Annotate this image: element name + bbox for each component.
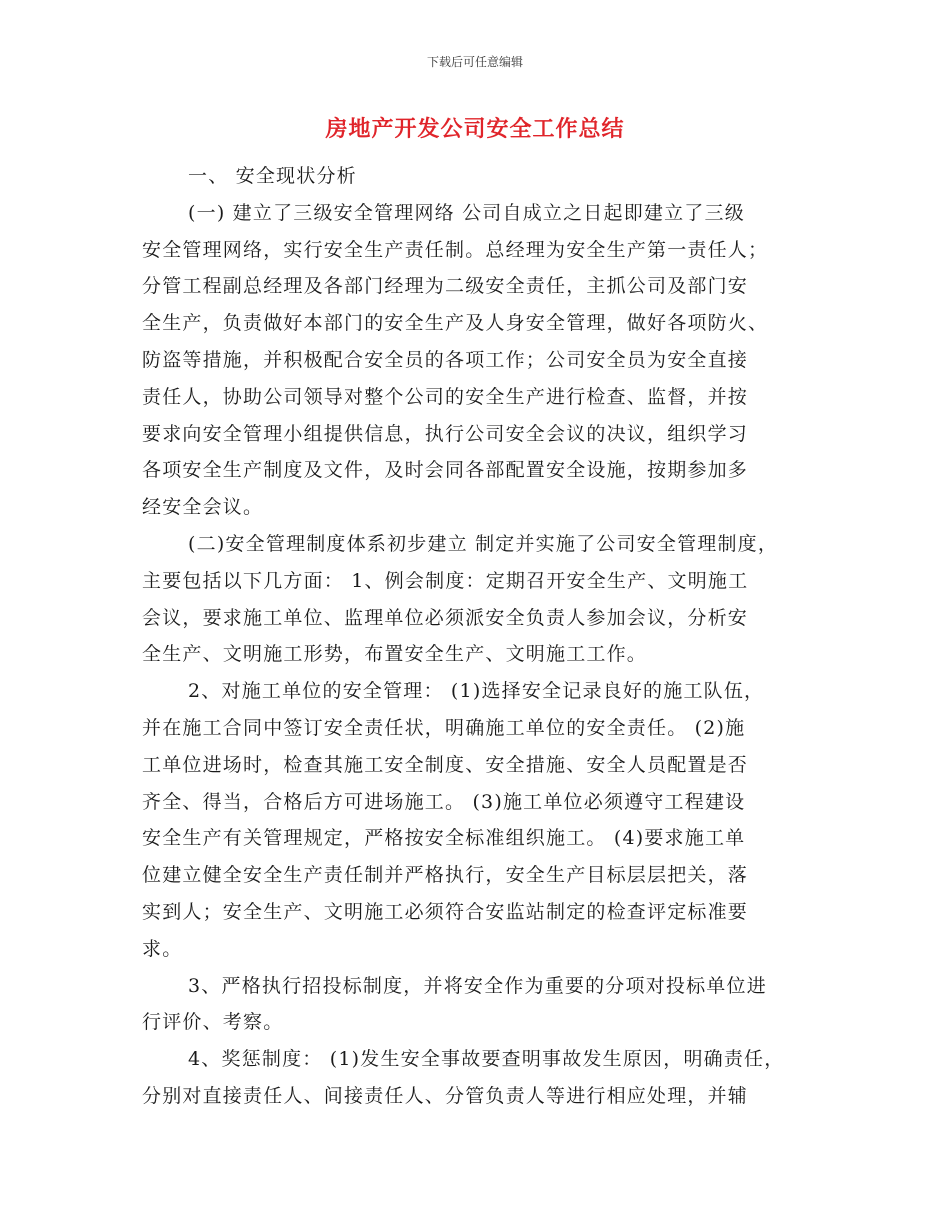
text-line: 并在施工合同中签订安全责任状，明确施工单位的安全责任。 (2)施 bbox=[142, 716, 746, 739]
text-line: 责任人，协助公司领导对整个公司的安全生产进行检查、监督，并按 bbox=[142, 385, 749, 408]
text-line: 经安全会议。 bbox=[142, 496, 264, 519]
text-line: (二)安全管理制度体系初步建立 制定并实施了公司安全管理制度， bbox=[188, 532, 779, 555]
text-line: 安全生产有关管理规定，严格按安全标准组织施工。 (4)要求施工单 bbox=[142, 827, 746, 850]
text-line: 分管工程副总经理及各部门经理为二级安全责任，主抓公司及部门安 bbox=[142, 275, 749, 298]
text-line: 工单位进场时，检查其施工安全制度、安全措施、安全人员配置是否 bbox=[142, 753, 749, 776]
text-line: 全生产、文明施工形势，布置安全生产、文明施工工作。 bbox=[142, 643, 648, 666]
text-line: 防盗等措施，并积极配合安全员的各项工作；公司安全员为安全直接 bbox=[142, 348, 749, 371]
text-line: 齐全、得当，合格后方可进场施工。 (3)施工单位必须遵守工程建设 bbox=[142, 790, 746, 813]
text-line: 4、奖惩制度： (1)发生安全事故要查明事故发生原因，明确责任， bbox=[188, 1048, 785, 1071]
text-line: 实到人；安全生产、文明施工必须符合安监站制定的检查评定标准要 bbox=[142, 900, 749, 923]
text-line: 一、 安全现状分析 bbox=[188, 165, 357, 187]
text-line: 3、严格执行招投标制度，并将安全作为重要的分项对投标单位进 bbox=[188, 974, 767, 997]
text-line: 求。 bbox=[142, 937, 183, 960]
text-line: 2、对施工单位的安全管理： (1)选择安全记录良好的施工队伍， bbox=[188, 680, 765, 703]
text-line: 要求向安全管理小组提供信息，执行公司安全会议的决议，组织学习 bbox=[142, 422, 749, 445]
text-line: 主要包括以下几方面： 1、例会制度：定期召开安全生产、文明施工 bbox=[142, 569, 749, 592]
text-line: 行评价、考察。 bbox=[142, 1011, 284, 1034]
document-body bbox=[142, 158, 832, 1115]
header-note: 下载后可任意编辑 bbox=[426, 55, 523, 69]
text-line: 会议，要求施工单位、监理单位必须派安全负责人参加会议，分析安 bbox=[142, 606, 749, 629]
text-line: 安全管理网络，实行安全生产责任制。总经理为安全生产第一责任人； bbox=[142, 238, 769, 261]
text-line: 位建立健全安全生产责任制并严格执行，安全生产目标层层把关，落 bbox=[142, 864, 749, 887]
text-line: 分别对直接责任人、间接责任人、分管负责人等进行相应处理，并辅 bbox=[142, 1084, 749, 1107]
text-line: 全生产，负责做好本部门的安全生产及人身安全管理，做好各项防火、 bbox=[142, 312, 769, 335]
text-line: (一) 建立了三级安全管理网络 公司自成立之日起即建立了三级 bbox=[188, 201, 745, 224]
document-title: 房地产开发公司安全工作总结 bbox=[325, 117, 625, 142]
text-line: 各项安全生产制度及文件，及时会同各部配置安全设施，按期参加多 bbox=[142, 459, 749, 482]
